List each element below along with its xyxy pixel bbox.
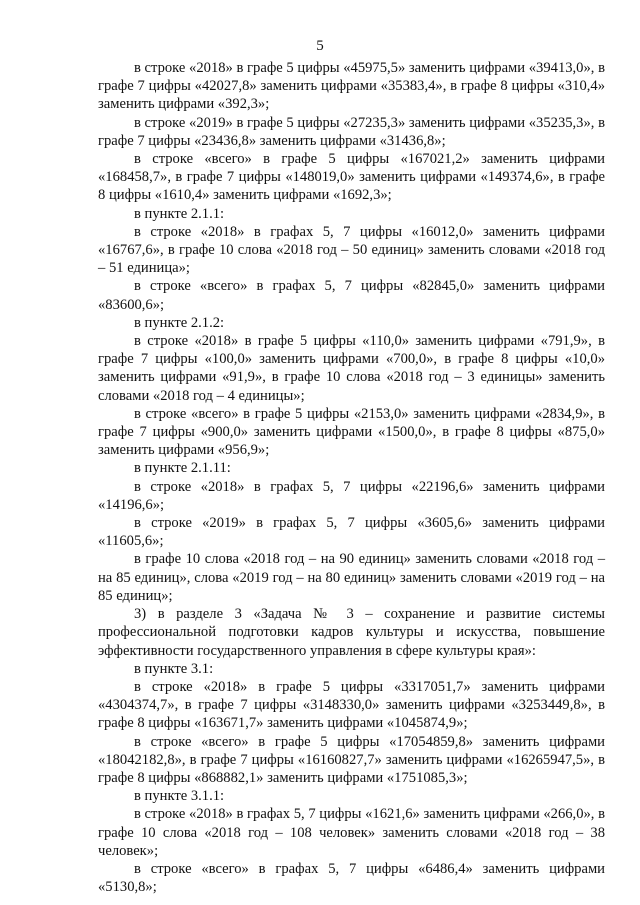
document-body (98, 59, 605, 896)
paragraph: в строке «всего» в графе 5 цифры «17054859,8» заменить цифрами «18042182,8», в графе 7 цифры «16160827,7» заменить цифрами «16265947,5», в графе 8 цифры «868882,1» заменить цифрами «1751085,3»; (98, 733, 605, 786)
page-number: 5 (316, 38, 324, 54)
section-heading: в пункте 3.1: (134, 660, 214, 677)
paragraph: в строке «2018» в графе 5 цифры «3317051,7» заменить цифрами «4304374,7», в графе 7 цифры «3148330,0» заменить цифрами «3253449,8», в графе 8 цифры «163671,7» заменить цифрами «1045874,9»; (98, 678, 605, 732)
paragraph: в строке «2019» в графах 5, 7 цифры «3605,6» заменить цифрами «11605,6»; (98, 515, 605, 550)
paragraph: в строке «2018» в графе 5 цифры «45975,5» заменить цифрами «39413,0», в графе 7 цифры «42027,8» заменить цифрами «35383,4», в графе 8 цифры «310,4» заменить цифрами «392,3»; (98, 60, 605, 113)
paragraph: в строке «2018» в графах 5, 7 цифры «22196,6» заменить цифрами «14196,6»; (98, 478, 605, 513)
paragraph: в строке «всего» в графе 5 цифры «167021,2» заменить цифрами «168458,7», в графе 7 цифры «148019,0» заменить цифрами «149374,6», в графе 8 цифры «1610,4» заменить цифрами «1692,3»; (98, 151, 605, 204)
paragraph: 3) в разделе 3 «Задача № 3 – сохранение и развитие системы профессиональной подготовки кадров культуры и искусства, повышение эффективности государственного управления в сфере культуры края»: (98, 606, 605, 659)
section-heading: в пункте 2.1.2: (134, 314, 225, 331)
paragraph: в графе 10 слова «2018 год – на 90 единиц» заменить словами «2018 год – на 85 единиц», слова «2019 год – на 80 единиц» заменить словами «2019 год – на 85 единиц»; (98, 551, 605, 604)
paragraph: в строке «всего» в графах 5, 7 цифры «82845,0» заменить цифрами «83600,6»; (98, 278, 605, 313)
section-heading: в пункте 3.1.1: (134, 788, 225, 805)
paragraph: в строке «2018» в графах 5, 7 цифры «16012,0» заменить цифрами «16767,6», в графе 10 слова «2018 год – 50 единиц» заменить словами «2018 год – 51 единица»; (98, 223, 605, 277)
paragraph: в строке «всего» в графах 5, 7 цифры «6486,4» заменить цифрами «5130,8»; (98, 860, 605, 896)
paragraph: в строке «всего» в графе 5 цифры «2153,0» заменить цифрами «2834,9», в графе 7 цифры «900,0» заменить цифрами «1500,0», в графе 8 цифры «875,0» заменить цифрами «956,9»; (98, 405, 605, 459)
section-heading: в пункте 2.1.11: (134, 460, 231, 477)
paragraph: в строке «2018» в графах 5, 7 цифры «1621,6» заменить цифрами «266,0», в графе 10 слова «2018 год – 108 человек» заменить словами «2018 год – 38 человек»; (98, 806, 605, 859)
section-heading: в пункте 2.1.1: (134, 205, 225, 222)
paragraph: в строке «2019» в графе 5 цифры «27235,3» заменить цифрами «35235,3», в графе 7 цифры «23436,8» заменить цифрами «31436,8»; (98, 114, 605, 149)
paragraph: в строке «2018» в графе 5 цифры «110,0» заменить цифрами «791,9», в графе 7 цифры «100,0» заменить цифрами «700,0», в графе 8 цифры «10,0» заменить цифрами «91,9», в графе 10 слова «2018 год – 3 единицы» заменить словами «2018 год – 4 единицы»; (98, 333, 605, 404)
